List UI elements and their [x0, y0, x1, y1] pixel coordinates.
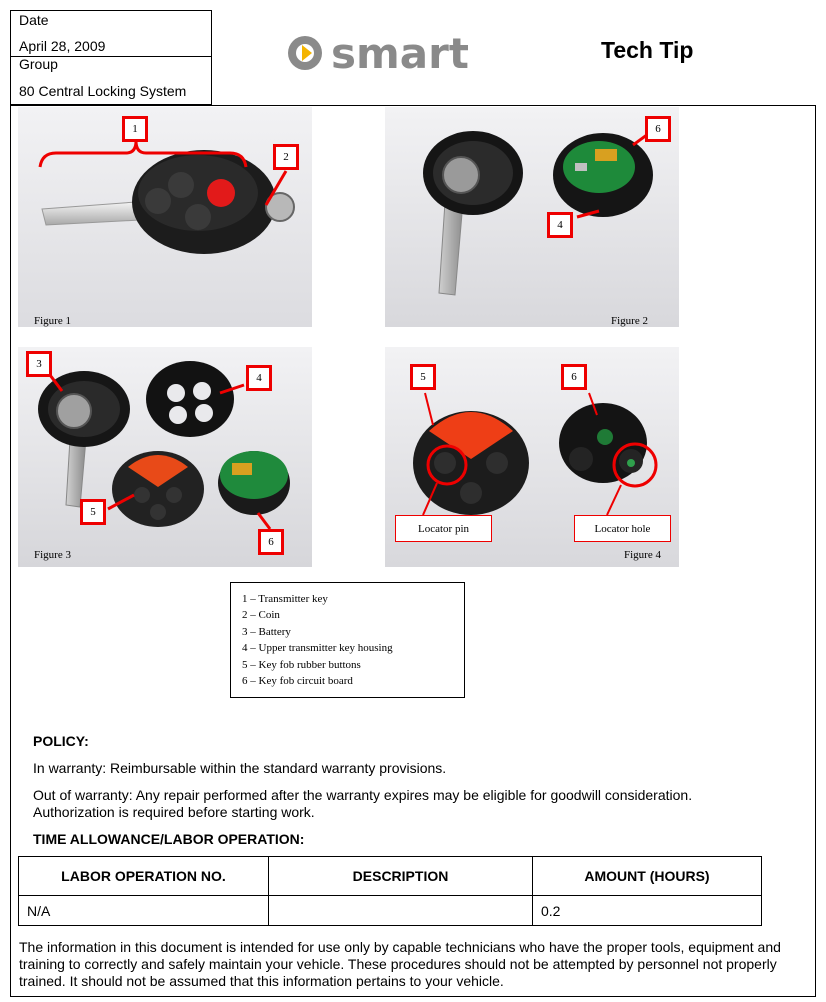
figure-4-callout-5: 5 [410, 364, 436, 390]
amount-cell: 0.2 [533, 896, 762, 926]
in-warranty-text: In warranty: Reimbursable within the standard warranty provisions. [33, 760, 447, 776]
figure-3-callout-5: 5 [80, 499, 106, 525]
col-amount: AMOUNT (HOURS) [533, 857, 762, 896]
figure-1-caption: Figure 1 [34, 315, 71, 327]
figure-4-caption: Figure 4 [624, 549, 661, 561]
legend-item: 6 – Key fob circuit board [242, 675, 353, 688]
date-label: Date [19, 12, 49, 28]
disclaimer-text: The information in this document is intended for use only by capable technicians who have the proper tools, equipment and training to correctly and safely maintain your vehicle. These procedures should not be attempted by personnel not properly trained. It should not be assumed that this information pertains to your vehicle. [19, 939, 781, 989]
figure-2-caption: Figure 2 [611, 315, 648, 327]
locator-pin-label: Locator pin [395, 515, 492, 542]
figure-1-callout-2: 2 [273, 144, 299, 170]
col-labor-op: LABOR OPERATION NO. [19, 857, 269, 896]
group-box [10, 55, 212, 105]
legend-item: 4 – Upper transmitter key housing [242, 642, 393, 655]
table-row [19, 896, 762, 926]
labor-table [18, 856, 762, 926]
legend-item: 3 – Battery [242, 625, 291, 638]
smart-logo [285, 32, 475, 76]
figure-2-photo [385, 107, 679, 327]
group-value: 80 Central Locking System [19, 83, 187, 99]
policy-heading: POLICY: [33, 733, 89, 749]
figure-3-callout-6: 6 [258, 529, 284, 555]
out-of-warranty-text: Out of warranty: Any repair performed after the warranty expires may be eligible for goodwill consideration. Authorization is required before starting work. [33, 787, 693, 820]
col-description: DESCRIPTION [269, 857, 533, 896]
locator-hole-label: Locator hole [574, 515, 671, 542]
figure-4-callout-6: 6 [561, 364, 587, 390]
figure-1-photo [18, 107, 312, 327]
figure-3-callout-4: 4 [246, 365, 272, 391]
page-title: Tech Tip [601, 37, 694, 63]
figure-3-callout-3: 3 [26, 351, 52, 377]
labor-heading: TIME ALLOWANCE/LABOR OPERATION: [33, 831, 305, 847]
date-value: April 28, 2009 [19, 38, 106, 54]
figure-1-callout-1: 1 [122, 116, 148, 142]
date-box [10, 10, 212, 57]
legend-item: 1 – Transmitter key [242, 593, 328, 605]
parts-legend [230, 582, 465, 698]
figure-2-callout-6: 6 [645, 116, 671, 142]
smart-logo-text: smart [331, 32, 469, 76]
labor-table-header [19, 857, 762, 896]
figure-2-callout-4: 4 [547, 212, 573, 238]
group-label: Group [19, 56, 58, 72]
legend-item: 2 – Coin [242, 609, 280, 622]
description-cell [269, 896, 533, 926]
labor-op-cell: N/A [19, 896, 269, 926]
legend-item: 5 – Key fob rubber buttons [242, 658, 361, 671]
figure-3-caption: Figure 3 [34, 549, 71, 561]
